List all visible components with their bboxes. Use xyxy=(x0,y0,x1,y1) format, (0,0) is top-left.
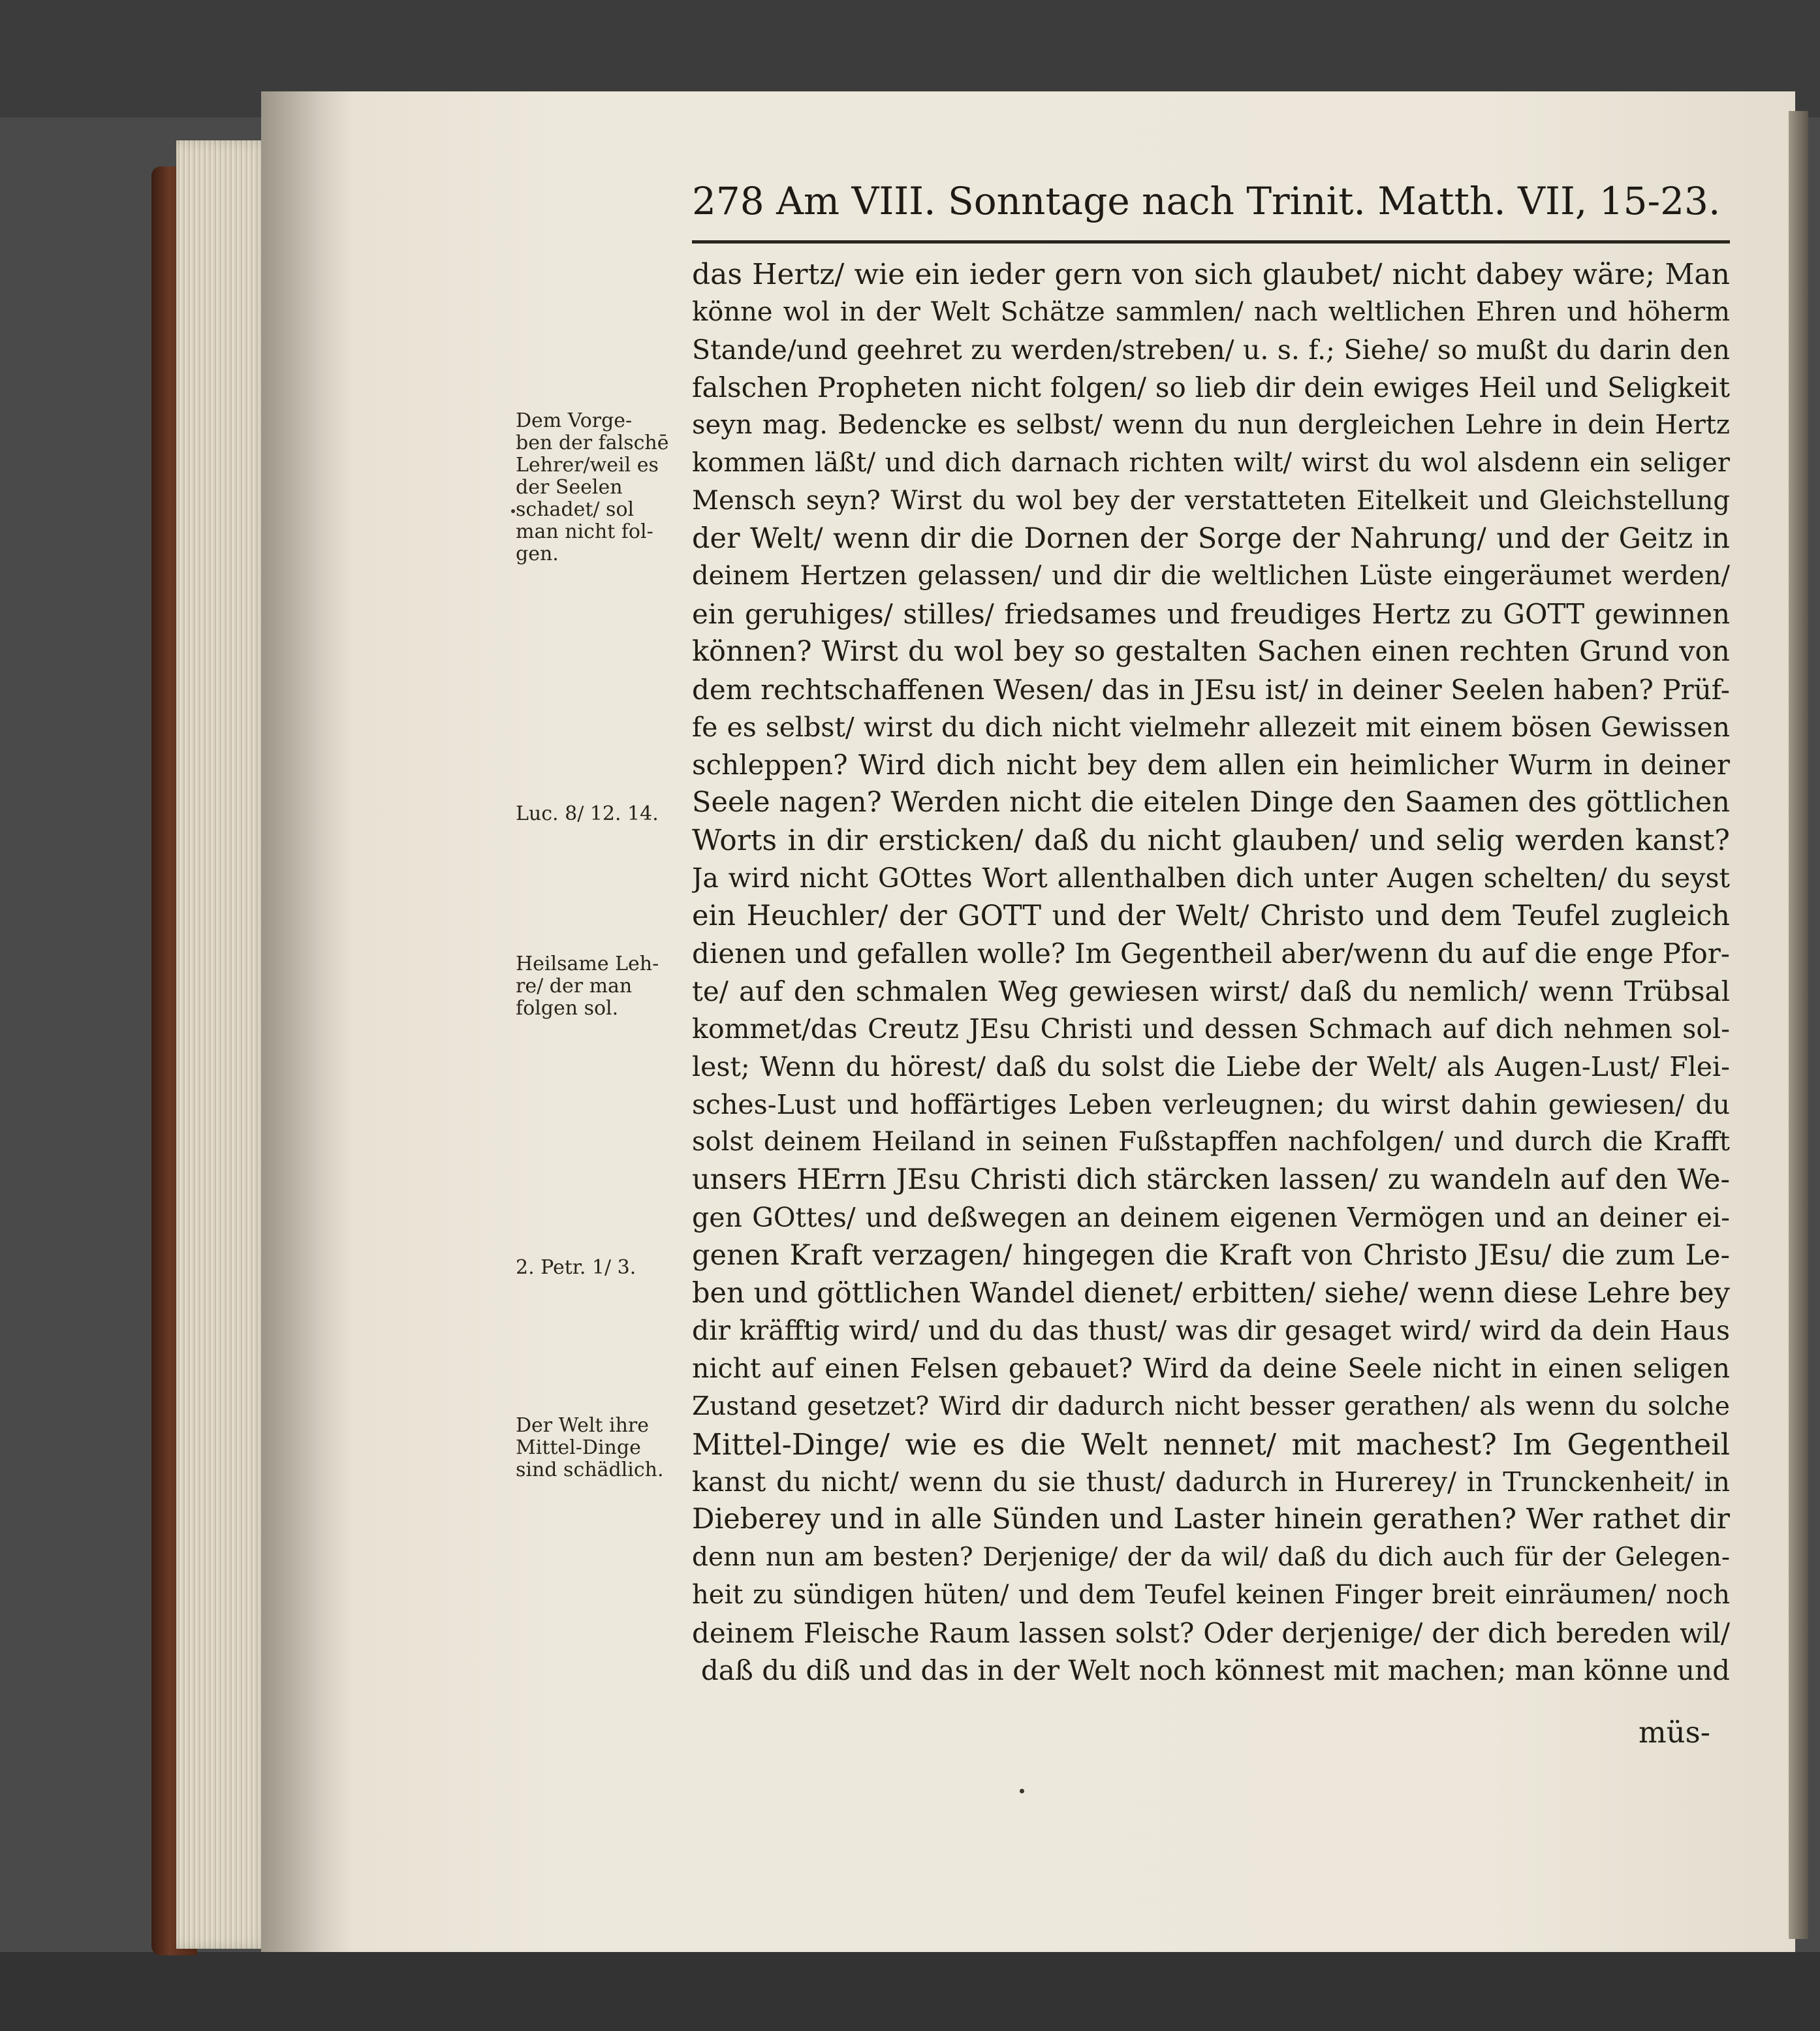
page-stack-edges xyxy=(176,140,271,1949)
text-line: der Welt/ wenn dir die Dornen der Sorge der Nahrung/ und der Geitz in xyxy=(692,522,1730,555)
ink-speck xyxy=(1020,1789,1024,1793)
text-line: dem rechtschaffenen Wesen/ das in JEsu ist/ in deiner Seelen haben? Prüf- xyxy=(692,673,1730,706)
text-line: falschen Propheten nicht folgen/ so lieb dir dein ewiges Heil und Seligkeit xyxy=(692,371,1730,404)
margin-note-line: man nicht fol- xyxy=(516,521,653,543)
margin-note-line: Mittel-Dinge xyxy=(516,1437,641,1459)
text-line: Ja wird nicht GOttes Wort allenthalben dich unter Augen schelten/ du seyst xyxy=(692,862,1730,894)
margin-note-line: der Seelen xyxy=(516,477,623,499)
margin-note-line: sind schädlich. xyxy=(516,1459,664,1481)
margin-note xyxy=(516,953,689,1020)
margin-note-line: Der Welt ihre xyxy=(516,1415,650,1437)
text-line: dir kräfftig wird/ und du das thust/ was dir gesaget wird/ wird da dein Haus xyxy=(692,1315,1730,1347)
margin-note-line: 2. Petr. 1/ 3. xyxy=(516,1257,636,1279)
text-line: daß du diß und das in der Welt noch könnest mit machen; man könne und xyxy=(700,1654,1730,1687)
text-line: Stande/und geehret zu werden/streben/ u. s. f.; Siehe/ so mußt du darin den xyxy=(692,334,1730,366)
text-line: das Hertz/ wie ein ieder gern von sich glaubet/ nicht dabey wäre; Man xyxy=(692,258,1730,291)
page-number: 278 xyxy=(692,179,764,223)
ink-speck xyxy=(511,509,515,513)
page-right-edge xyxy=(1789,111,1808,1939)
margin-note-line: gen. xyxy=(516,543,559,565)
text-line: deinem Hertzen gelassen/ und dir die weltlichen Lüste eingeräumet werden/ xyxy=(692,561,1730,591)
text-line: Mittel-Dinge/ wie es die Welt nennet/ mit machest? Im Gegentheil xyxy=(692,1426,1730,1462)
catchword: müs- xyxy=(1639,1715,1710,1750)
main-text xyxy=(692,256,1730,1690)
backdrop-bottom xyxy=(0,1952,1820,2031)
margin-note-reference xyxy=(516,1257,689,1279)
text-line: solst deinem Heiland in seinen Fußstapffen nachfolgen/ und durch die Krafft xyxy=(692,1127,1730,1157)
margin-note-line: Lehrer/weil es xyxy=(516,454,659,477)
margin-note-line: ben der falschē xyxy=(516,432,669,454)
margin-note xyxy=(516,1415,689,1481)
text-line: Seele nagen? Werden nicht die eitelen Dinge den Saamen des göttlichen xyxy=(692,786,1730,819)
margin-note-line: Dem Vorge- xyxy=(516,410,633,432)
text-line: seyn mag. Bedencke es selbst/ wenn du nun dergleichen Lehre in dein Hertz xyxy=(692,410,1730,441)
text-line: genen Kraft verzagen/ hingegen die Kraft von Christo JEsu/ die zum Le- xyxy=(692,1238,1730,1272)
margin-note xyxy=(516,410,689,565)
text-line: ein Heuchler/ der GOTT und der Welt/ Christo und dem Teufel zugleich xyxy=(692,899,1730,932)
margin-note-line: re/ der man xyxy=(516,975,633,998)
text-line: Zustand gesetzet? Wird dir dadurch nicht besser gerathen/ als wenn du solche xyxy=(692,1391,1730,1421)
text-line: denn nun am besten? Derjenige/ der da wil/ daß du dich auch für der Gelegen- xyxy=(692,1543,1730,1573)
running-title: Am VIII. Sonntage nach Trinit. Matth. VII, 15-23. xyxy=(776,179,1721,223)
margin-note-line: Luc. 8/ 12. 14. xyxy=(516,803,659,825)
margin-note-line: Heilsame Leh- xyxy=(516,953,659,975)
text-line: Dieberey und in alle Sünden und Laster hinein gerathen? Wer rathet dir xyxy=(692,1503,1730,1536)
text-line: heit zu sündigen hüten/ und dem Teufel keinen Finger breit einräumen/ noch xyxy=(692,1579,1730,1610)
text-line: ben und göttlichen Wandel dienet/ erbitten/ siehe/ wenn diese Lehre bey xyxy=(692,1276,1730,1310)
text-line: könne wol in der Welt Schätze sammlen/ nach weltlichen Ehren und höherm xyxy=(692,296,1730,327)
text-line: Worts in dir ersticken/ daß du nicht glauben/ und selig werden kanst? xyxy=(692,823,1730,857)
text-line: deinem Fleische Raum lassen solst? Oder derjenige/ der dich bereden wil/ xyxy=(692,1616,1730,1649)
text-line: ein geruhiges/ stilles/ friedsames und freudiges Hertz zu GOTT gewinnen xyxy=(692,598,1730,631)
margin-note-line: folgen sol. xyxy=(516,998,619,1020)
text-line: schleppen? Wird dich nicht bey dem allen ein heimlicher Wurm in deiner xyxy=(692,749,1730,781)
text-line: Mensch seyn? Wirst du wol bey der verstatteten Eitelkeit und Gleichstellung xyxy=(692,485,1730,516)
text-line: dienen und gefallen wolle? Im Gegentheil aber/wenn du auf die enge Pfor- xyxy=(692,937,1730,970)
text-line: kanst du nicht/ wenn du sie thust/ dadurch in Hurerey/ in Trunckenheit/ in xyxy=(692,1466,1730,1498)
margin-note-reference xyxy=(516,803,689,825)
gutter-shadow xyxy=(261,91,353,1952)
text-line: unsers HErrn JEsu Christi dich stärcken lassen/ zu wandeln auf den We- xyxy=(692,1163,1730,1197)
text-line: te/ auf den schmalen Weg gewiesen wirst/ daß du nemlich/ wenn Trübsal xyxy=(692,975,1730,1008)
text-line: gen GOttes/ und deßwegen an deinem eigenen Vermögen und an deiner ei- xyxy=(692,1201,1730,1233)
text-line: kommen läßt/ und dich darnach richten wilt/ wirst du wol alsdenn ein seliger xyxy=(692,447,1730,478)
page-header xyxy=(692,168,1736,234)
header-rule xyxy=(692,240,1730,244)
text-line: fe es selbst/ wirst du dich nicht vielmehr allezeit mit einem bösen Gewissen xyxy=(692,711,1730,743)
text-line: sches-Lust und hoffärtiges Leben verleugnen; du wirst dahin gewiesen/ du xyxy=(692,1088,1730,1120)
margin-note-line: schadet/ sol xyxy=(516,499,635,521)
text-line: können? Wirst du wol bey so gestalten Sachen einen rechten Grund von xyxy=(692,635,1730,668)
text-line: kommet/das Creutz JEsu Christi und dessen Schmach auf dich nehmen sol- xyxy=(692,1013,1730,1045)
text-line: lest; Wenn du hörest/ daß du solst die Liebe der Welt/ als Augen-Lust/ Flei- xyxy=(692,1050,1730,1082)
text-line: nicht auf einen Felsen gebauet? Wird da deine Seele nicht in einen seligen xyxy=(692,1353,1730,1385)
